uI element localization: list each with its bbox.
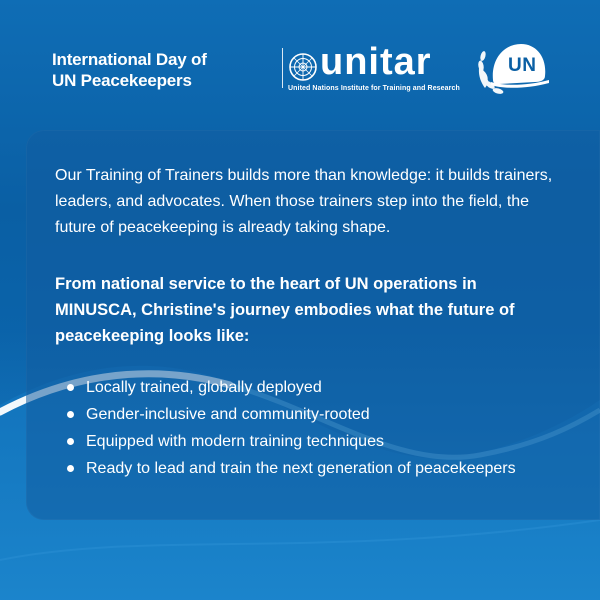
bullet-dot-icon bbox=[67, 411, 74, 418]
list-item-text: Equipped with modern training techniques bbox=[86, 433, 384, 450]
list-item bbox=[66, 401, 566, 428]
list-item bbox=[66, 374, 566, 401]
bullet-dot-icon bbox=[67, 438, 74, 445]
intro-paragraph: Our Training of Trainers builds more than knowledge: it builds trainers, leaders, and advocates. When those trainers step into the field, the future of peacekeeping is already taking shape. bbox=[55, 167, 553, 236]
un-emblem-icon bbox=[288, 52, 318, 82]
logo-divider bbox=[282, 48, 283, 88]
event-title-line2: UN Peacekeepers bbox=[52, 71, 192, 90]
list-item bbox=[66, 428, 566, 455]
bullet-dot-icon bbox=[67, 465, 74, 472]
event-title bbox=[52, 49, 207, 91]
unitar-subtitle: United Nations Institute for Training and Research bbox=[288, 85, 460, 92]
highlight-paragraph: From national service to the heart of UN operations in MINUSCA, Christine's journey embodies what the future of peacekeeping looks like: bbox=[55, 275, 515, 345]
list-item bbox=[66, 455, 566, 482]
bullet-list bbox=[66, 374, 566, 482]
unitar-logo bbox=[282, 41, 460, 94]
event-title-line1: International Day of bbox=[52, 50, 207, 69]
un-helmet-text: UN bbox=[508, 55, 537, 76]
list-item-text: Ready to lead and train the next generation of peacekeepers bbox=[86, 460, 516, 477]
unitar-wordmark: unitar bbox=[320, 41, 432, 83]
list-item-text: Gender-inclusive and community-rooted bbox=[86, 406, 370, 423]
bullet-dot-icon bbox=[67, 384, 74, 391]
list-item-text: Locally trained, globally deployed bbox=[86, 379, 322, 396]
